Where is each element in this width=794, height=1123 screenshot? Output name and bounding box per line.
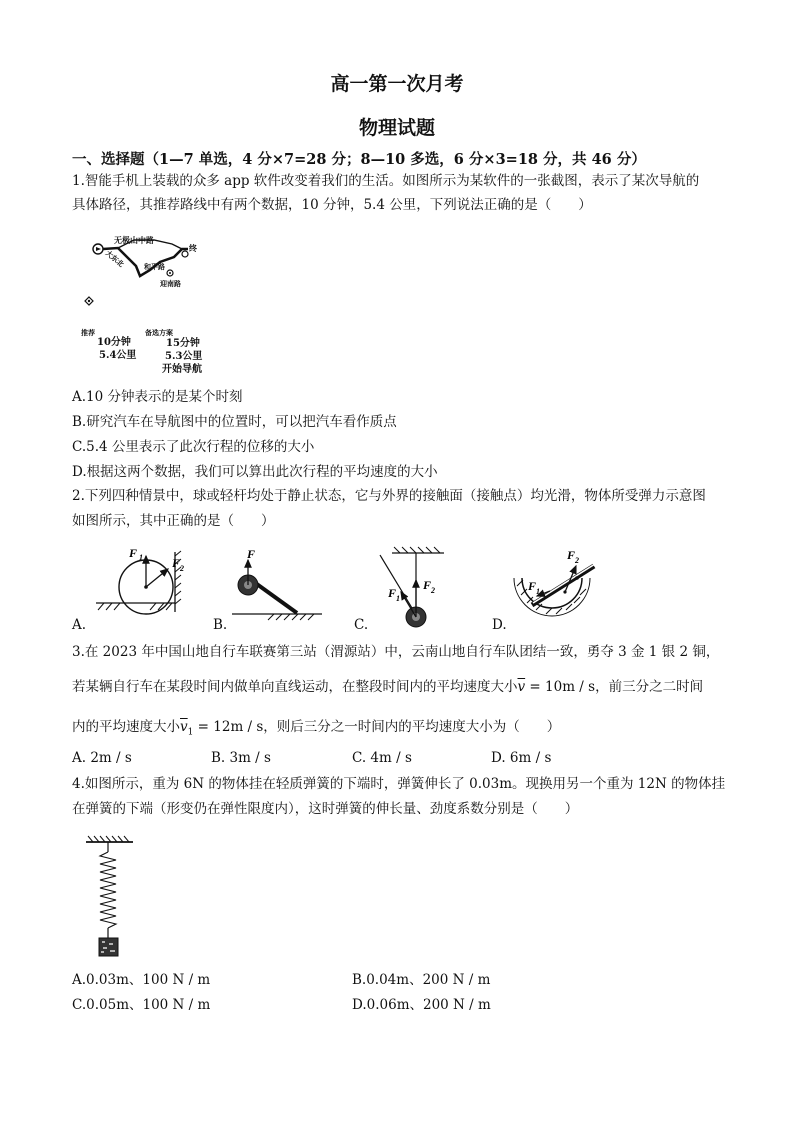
svg-text:F: F	[247, 547, 256, 561]
q1-option-b[interactable]: B.研究汽车在导航图中的位置时，可以把汽车看作质点	[72, 414, 397, 430]
route2-distance: 5.3公里	[165, 351, 203, 362]
q3-stem-line3: 内的平均速度大小$\overline{v}_1 = 12m / s$，则后三分之一时间内的平均速度大小为（ ）	[72, 719, 561, 738]
route1-tag: 推荐	[81, 328, 95, 337]
svg-text:1: 1	[139, 553, 143, 562]
q3-stem-line1: 3.在 2023 年中国山地自行车联赛第三站（渭源站）中，云南山地自行车队团结一致，勇夺 3 金 1 银 2 铜，	[72, 644, 720, 660]
svg-text:1: 1	[396, 594, 400, 603]
q3-option-d[interactable]: D. 6m / s	[491, 750, 552, 766]
route2-time: 15分钟	[166, 338, 200, 349]
route1-distance: 5.4公里	[99, 350, 137, 361]
q4-option-a[interactable]: A.0.03m、100 N / m	[72, 972, 211, 988]
q2-option-c[interactable]: C.	[354, 617, 369, 633]
q4-option-b[interactable]: B.0.04m、200 N / m	[352, 972, 491, 988]
svg-text:F: F	[129, 546, 138, 560]
q2-stem-line1: 2.下列四种情景中，球或轻杆均处于静止状态，它与外界的接触面（接触点）均光滑，物体所受弹力示意图	[72, 488, 706, 504]
svg-text:2: 2	[575, 556, 579, 565]
avg-velocity-symbol: $\overline{v}$	[517, 679, 526, 695]
page-title: 高一第一次月考	[330, 73, 464, 95]
q1-stem-line1: 1.智能手机上装载的众多 app 软件改变着我们的生活。如图所示为某软件的一张截图，表示了某次导航的	[72, 173, 700, 189]
svg-text:2: 2	[431, 586, 435, 595]
route1-time: 10分钟	[97, 337, 131, 348]
section-heading: 一、选择题（1—7 单选，4 分×7=28 分；8—10 多选，6 分×3=18 分，共 46 分）	[72, 151, 646, 168]
route2-tag: 备选方案	[145, 328, 173, 337]
q4-option-c[interactable]: C.0.05m、100 N / m	[72, 997, 211, 1013]
page-subtitle: 物理试题	[358, 117, 435, 139]
q1-option-d[interactable]: D.根据这两个数据，我们可以算出此次行程的平均速度的大小	[72, 464, 438, 480]
q4-stem-line2: 在弹簧的下端（形变仍在弹性限度内），这时弹簧的伸长量、劲度系数分别是（ ）	[72, 801, 579, 817]
svg-text:F: F	[388, 586, 397, 600]
q1-option-c[interactable]: C.5.4 公里表示了此次行程的位移的大小	[72, 439, 315, 455]
start-navigation-button[interactable]: 开始导航	[162, 364, 202, 375]
svg-text:1: 1	[536, 587, 540, 596]
q3-stem-line2: 若某辆自行车在某段时间内做单向直线运动，在整段时间内的平均速度大小$\overline{v} = 10m / s$，前三分之二时间	[72, 679, 704, 695]
svg-text:2: 2	[180, 564, 184, 573]
q4-option-d[interactable]: D.0.06m、200 N / m	[352, 997, 491, 1013]
svg-text:F: F	[528, 579, 537, 593]
q2-stem-line2: 如图所示，其中正确的是（ ）	[72, 513, 275, 529]
q3-option-c[interactable]: C. 4m / s	[352, 750, 412, 766]
q3-option-a[interactable]: A. 2m / s	[72, 750, 132, 766]
svg-text:F: F	[567, 548, 576, 562]
q1-option-a[interactable]: A.10 分钟表示的是某个时刻	[72, 389, 243, 405]
svg-text:F: F	[423, 578, 432, 592]
hanging-block	[99, 938, 118, 956]
spring	[100, 852, 116, 928]
svg-text:F: F	[172, 556, 181, 570]
q2-option-a[interactable]: A.	[72, 617, 87, 633]
q2-option-b[interactable]: B.	[213, 617, 228, 633]
navigation-map-figure: 无极山中路 大东北 和平路 迎南路 终 推荐 10分钟 5.4公里 备选方案 15分钟 5.3公里 开始导航	[78, 224, 213, 374]
avg-velocity1-symbol: $\overline{v}$	[180, 719, 188, 735]
q4-stem-line1: 4.如图所示，重为 6N 的物体挂在轻质弹簧的下端时，弹簧伸长了 0.03m。现换用另一个重为 12N 的物体挂	[72, 776, 726, 792]
q2-option-d[interactable]: D.	[492, 617, 507, 633]
q3-option-b[interactable]: B. 3m / s	[211, 750, 271, 766]
q1-stem-line2: 具体路径，其推荐路线中有两个数据，10 分钟，5.4 公里，下列说法正确的是（ ）	[72, 197, 592, 213]
